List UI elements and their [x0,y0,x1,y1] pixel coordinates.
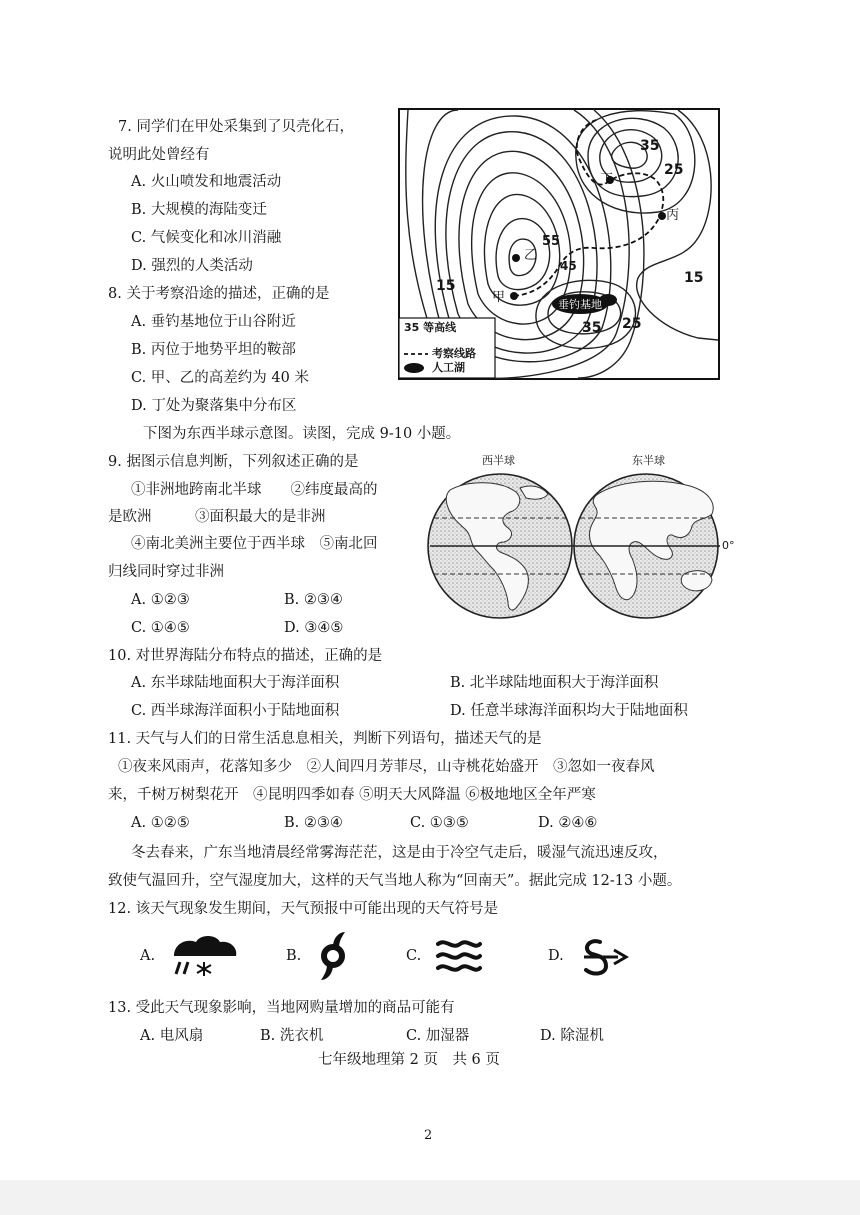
contour-label-25-bottom: 25 [622,316,642,332]
point-label-ding: 丁 [600,172,614,187]
legend-contour: 35 等高线 [404,321,457,334]
intro-12-13-line1: 冬去春来，广东当地清晨经常雾海茫茫，这是由于冷空气走后，暖湿气流迅速反攻， [131,845,668,861]
typhoon-symbol-icon [315,930,351,982]
q9-line2: ①非洲地跨南北半球 ②纬度最高的 [131,482,378,498]
contour-label-25-right: 25 [664,162,684,178]
hemisphere-map-figure [420,470,750,620]
q7-stem-line2: 说明此处曾经有 [108,147,210,163]
q9-option-b: B. ②③④ [284,592,343,608]
sleet-symbol-icon [170,932,240,980]
lake-label: 垂钓基地 [558,298,602,311]
q10-stem: 10. 对世界海陆分布特点的描述，正确的是 [108,648,383,664]
q9-line5: 归线同时穿过非洲 [108,564,224,580]
q8-option-b: B. 丙位于地势平坦的鞍部 [131,342,296,358]
page-number: 2 [424,1128,433,1143]
contour-label-35-bottom: 35 [582,320,602,336]
q9-option-d: D. ③④⑤ [284,620,344,636]
q11-option-a: A. ①②⑤ [131,815,190,831]
q10-option-b: B. 北半球陆地面积大于海洋面积 [450,675,659,691]
q10-option-a: A. 东半球陆地面积大于海洋面积 [131,675,340,691]
point-label-jia: 甲 [492,290,506,305]
page-footer: 七年级地理第 2 页 共 6 页 [318,1052,500,1068]
q9-line1: 9. 据图示信息判断，下列叙述正确的是 [108,454,359,470]
q12-option-a-letter: A. [140,948,156,964]
q9-option-a: A. ①②③ [131,592,190,608]
q8-option-a: A. 垂钓基地位于山谷附近 [131,314,296,330]
q10-option-d: D. 任意半球海洋面积均大于陆地面积 [450,703,688,719]
q7-stem-line1: 7. 同学们在甲处采集到了贝壳化石， [118,119,354,135]
contour-label-35-top: 35 [640,138,660,154]
q8-option-d: D. 丁处为聚落集中分布区 [131,398,297,414]
q7-option-d: D. 强烈的人类活动 [131,258,253,274]
bottom-margin-band [0,1180,860,1215]
legend-lake: 人工湖 [432,361,465,374]
equator-label: 0° [722,539,735,552]
q11-option-c: C. ①③⑤ [410,815,469,831]
west-hemisphere-label: 西半球 [482,454,515,467]
legend-route: 考察线路 [432,347,476,360]
q9-line4: ④南北美洲主要位于西半球 ⑤南北回 [131,536,378,552]
q8-option-c: C. 甲、乙的高差约为 40 米 [131,370,309,386]
q12-option-c-letter: C. [406,948,422,964]
sandstorm-symbol-icon [578,936,630,978]
q11-option-b: B. ②③④ [284,815,343,831]
contour-label-55: 55 [542,234,561,249]
q13-option-c: C. 加湿器 [406,1028,470,1044]
q11-option-d: D. ②④⑥ [538,815,598,831]
q11-stem: 11. 天气与人们的日常生活息息相关，判断下列语句，描述天气的是 [108,731,542,747]
intro-12-13-line2: 致使气温回升，空气湿度加大，这样的天气当地人称为“回南天”。据此完成 12-13 小题。 [108,873,682,889]
fog-symbol-icon [434,936,484,976]
q13-option-a: A. 电风扇 [140,1028,204,1044]
q12-option-d-letter: D. [548,948,564,964]
q9-line3: 是欧洲 ③面积最大的是非洲 [108,509,326,525]
q11-line2: ①夜来风雨声，花落知多少 ②人间四月芳菲尽，山寺桃花始盛开 ③忽如一夜春风 [118,759,655,775]
q12-option-b-letter: B. [286,948,302,964]
q7-option-b: B. 大规模的海陆变迁 [131,202,267,218]
q13-option-d: D. 除湿机 [540,1028,604,1044]
contour-label-15-right: 15 [684,270,704,286]
q10-option-c: C. 西半球海洋面积小于陆地面积 [131,703,340,719]
q7-option-a: A. 火山喷发和地震活动 [131,174,282,190]
q11-line3: 来，千树万树梨花开 ④昆明四季如春 ⑤明天大风降温 ⑥极地地区全年严寒 [108,787,596,803]
q13-stem: 13. 受此天气现象影响，当地网购量增加的商品可能有 [108,1000,455,1016]
point-label-yi: 乙 [524,248,538,263]
q13-option-b: B. 洗衣机 [260,1028,324,1044]
contour-label-45: 45 [560,259,577,273]
intro-9-10: 下图为东西半球示意图。读图，完成 9-10 小题。 [143,426,461,442]
east-hemisphere-label: 东半球 [632,454,665,467]
q8-stem: 8. 关于考察沿途的描述，正确的是 [108,286,330,302]
q12-stem: 12. 该天气现象发生期间，天气预报中可能出现的天气符号是 [108,901,499,917]
point-label-bing: 丙 [666,208,680,223]
q7-option-c: C. 气候变化和冰川消融 [131,230,282,246]
q9-option-c: C. ①④⑤ [131,620,190,636]
contour-label-15-left: 15 [436,278,456,294]
